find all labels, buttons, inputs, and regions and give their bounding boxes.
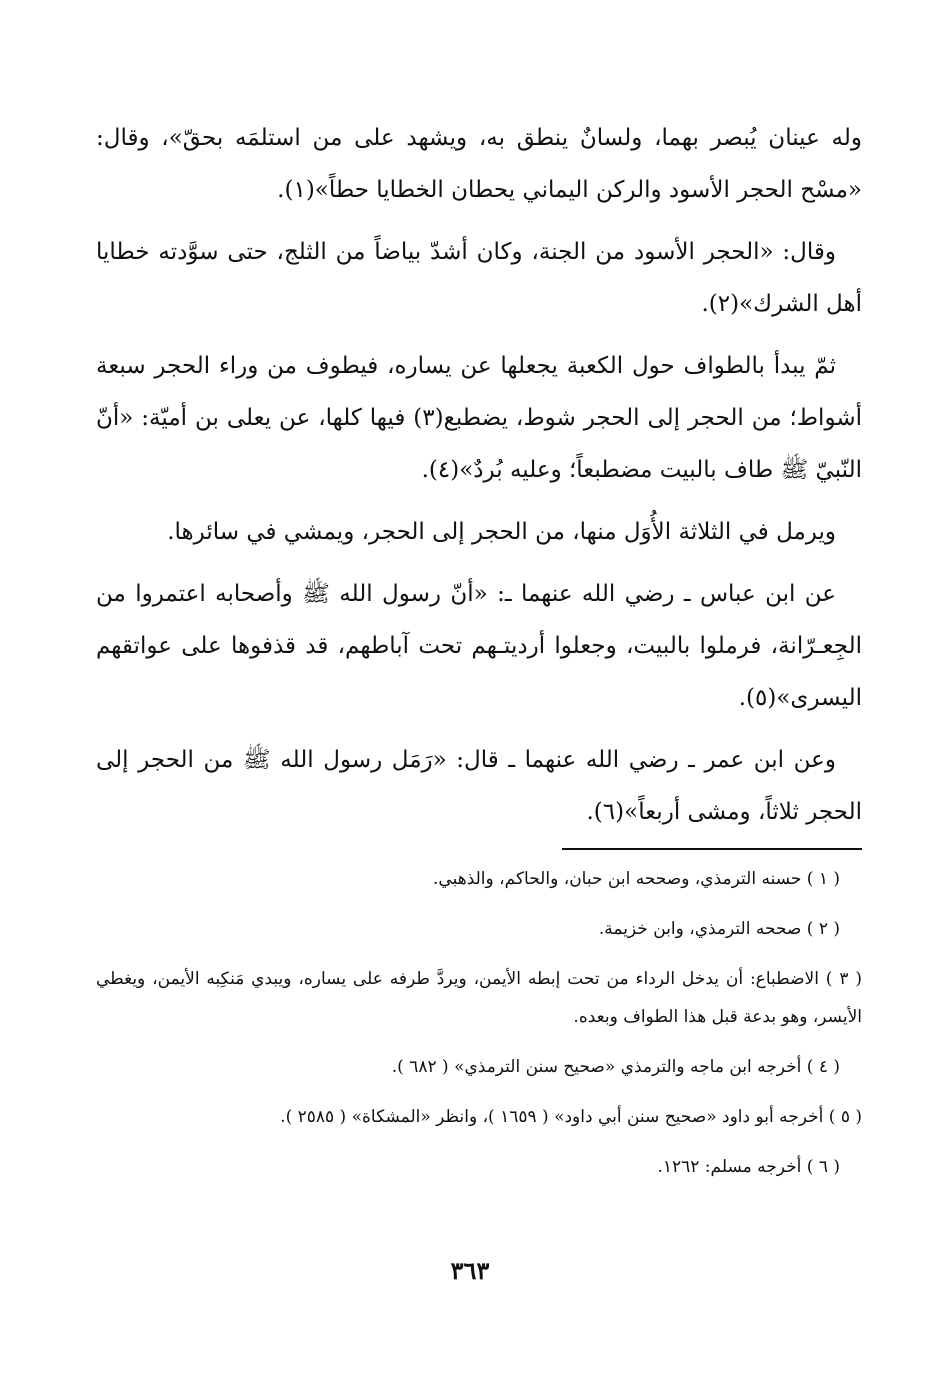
footnote-4: ( ٤ ) أخرجه ابن ماجه والترمذي «صحيح سنن الترمذي» ( ٦٨٢ ). [391, 1057, 840, 1077]
footnote-3: ( ٣ ) الاضطباع: أن يدخل الرداء من تحت إبطه الأيمن، ويردَّ طرفه على يساره، ويبدي مَنكِبه الأيمن، ويغطي الأيسر، وهو بدعة قبل هذا الطواف وبعده. [96, 969, 862, 1027]
paragraph-4: ويرمل في الثلاثة الأُوَل منها، من الحجر إلى الحجر، ويمشي في سائرها. [167, 519, 836, 545]
paragraph-1: وله عينان يُبصر بهما، ولسانٌ ينطق به، ويشهد على من استلمَه بحقّ»، وقال: «مسْح الحجر الأسود والركن اليماني يحطان الخطايا حطاً»(١). [96, 125, 862, 203]
footnotes [96, 860, 862, 1198]
footnote-1: ( ١ ) حسنه الترمذي، وصححه ابن حبان، والحاكم، والذهبي. [433, 869, 840, 889]
footnote-divider [562, 848, 862, 850]
paragraph-5: عن ابن عباس ـ رضي الله عنهما ـ: «أنّ رسول الله ﷺ وأصحابه اعتمروا من الجِعـرّانة، فرملوا بالبيت، وجعلوا أرديتـهم تحت آباطهم، قد قذفوها على عواتقهم اليسرى»(٥). [96, 581, 862, 711]
page-number: ٣٦٣ [450, 1256, 490, 1285]
paragraph-2: وقال: «الحجر الأسود من الجنة، وكان أشدّ بياضاً من الثلج، حتى سوَّدته خطايا أهل الشرك»(٢). [96, 239, 862, 317]
footnote-2: ( ٢ ) صححه الترمذي، وابن خزيمة. [598, 919, 840, 939]
footnote-5: ( ٥ ) أخرجه أبو داود «صحيح سنن أبي داود» ( ١٦٥٩ )، وانظر «المشكاة» ( ٢٥٨٥ ). [280, 1107, 862, 1127]
paragraph-3: ثمّ يبدأ بالطواف حول الكعبة يجعلها عن يساره، فيطوف من وراء الحجر سبعة أشواط؛ من الحجر إلى الحجر شوط، يضطبع(٣) فيها كلها، عن يعلى بن أميّة: «أنّ النّبيّ ﷺ طاف بالبيت مضطبعاً؛ وعليه بُردٌ»(٤). [96, 353, 862, 483]
main-text [96, 112, 862, 848]
footnote-6: ( ٦ ) أخرجه مسلم: ١٢٦٢. [657, 1157, 840, 1177]
paragraph-6: وعن ابن عمر ـ رضي الله عنهما ـ قال: «رَمَل رسول الله ﷺ من الحجر إلى الحجر ثلاثاً، ومشى أربعاً»(٦). [96, 747, 862, 825]
